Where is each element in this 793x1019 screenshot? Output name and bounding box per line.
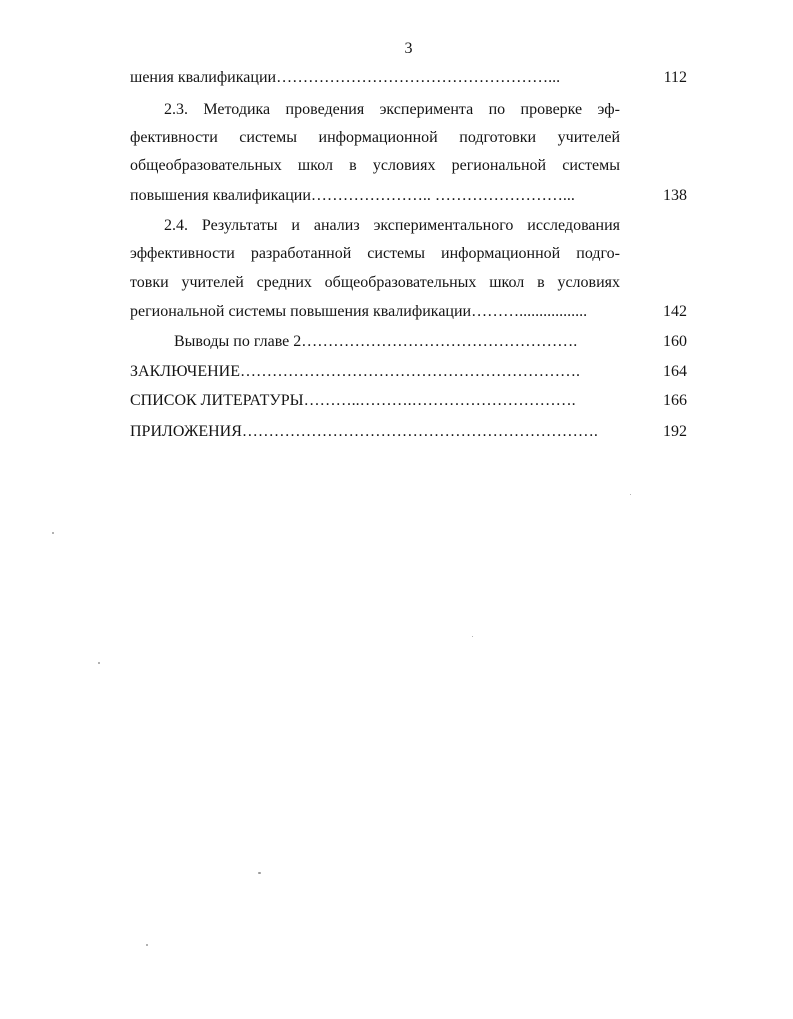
- toc-page-number: 112: [663, 69, 687, 86]
- scan-speck: [258, 872, 261, 874]
- toc-line: СПИСОК ЛИТЕРАТУРЫ………..……….………………………….: [130, 392, 576, 409]
- scan-speck: [52, 532, 54, 534]
- toc-line: фективности системы информационной подготовки учителей: [130, 129, 620, 146]
- toc-line: эффективности разработанной системы информационной подго-: [130, 245, 620, 262]
- toc-line: повышения квалификации………………….. ……………………...: [130, 187, 575, 204]
- toc-line: шения квалификации……………………………………………...: [130, 69, 561, 86]
- toc-page-number: 142: [663, 303, 687, 320]
- toc-page-number: 160: [663, 333, 687, 350]
- scan-speck: [98, 662, 100, 664]
- toc-page-number: 166: [663, 392, 687, 409]
- toc-line: 2.4. Результаты и анализ экспериментального исследования: [164, 217, 620, 234]
- toc-line: Выводы по главе 2…………………………………………….: [174, 333, 578, 350]
- toc-page-number: 192: [663, 423, 687, 440]
- toc-line: 2.3. Методика проведения эксперимента по проверке эф-: [164, 101, 620, 118]
- toc-page-number: 138: [663, 187, 687, 204]
- toc-line: товки учителей средних общеобразовательных школ в условиях: [130, 274, 620, 291]
- scan-speck: [146, 944, 148, 946]
- scan-speck: [630, 494, 631, 495]
- scan-speck: [472, 636, 473, 637]
- toc-line: ПРИЛОЖЕНИЯ………………………………………………………….: [130, 423, 598, 440]
- toc-line: региональной системы повышения квалификации……….................: [130, 303, 588, 320]
- toc-line: общеобразовательных школ в условиях региональной системы: [130, 157, 620, 174]
- page-number: 3: [404, 40, 413, 57]
- toc-line: ЗАКЛЮЧЕНИЕ……………………………………………………….: [130, 363, 580, 380]
- toc-page-number: 164: [663, 363, 687, 380]
